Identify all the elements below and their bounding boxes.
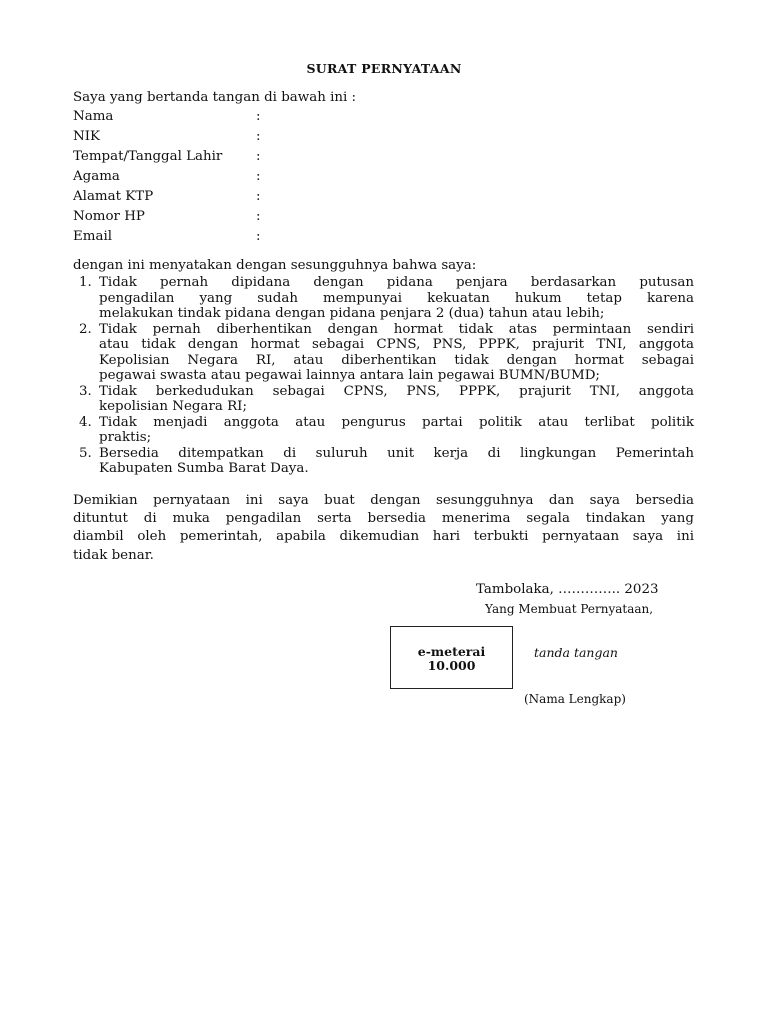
closing-line: diambil oleh pemerintah, apabila dikemudian hari terbukti pernyataan saya ini [73, 529, 694, 545]
list-item-3 [73, 384, 694, 415]
field-label: Nama [73, 109, 114, 124]
field-label: NIK [73, 129, 101, 144]
statement-list [73, 275, 694, 477]
place-date: Tambolaka, ………….. 2023 [476, 582, 659, 597]
item-number: 2. [79, 321, 92, 337]
list-item-2 [73, 322, 694, 384]
field-colon: : [256, 109, 261, 124]
field-colon: : [256, 189, 261, 204]
item-line: Bersedia ditempatkan di suluruh unit kerja di lingkungan Pemerintah [99, 445, 694, 461]
document-title: SURAT PERNYATAAN [306, 61, 462, 76]
field-label: Agama [73, 169, 120, 184]
item-line: praktis; [99, 430, 152, 445]
item-number: 1. [79, 275, 92, 290]
item-line: kepolisian Negara RI; [99, 399, 247, 414]
closing-line: Demikian pernyataan ini saya buat dengan sesungguhnya dan saya bersedia [73, 493, 694, 508]
item-number: 3. [79, 383, 92, 399]
statement-intro: dengan ini menyatakan dengan sesungguhnya bahwa saya: [73, 258, 477, 273]
full-name-placeholder: (Nama Lengkap) [524, 692, 626, 706]
item-line: pegawai swasta atau pegawai lainnya antara lain pegawai BUMN/BUMD; [99, 368, 600, 383]
item-number: 4. [79, 414, 92, 430]
closing-line: tidak benar. [73, 547, 154, 563]
meterai-value: 10.000 [427, 658, 476, 673]
item-line: melakukan tindak pidana dengan pidana penjara 2 (dua) tahun atau lebih; [99, 306, 605, 321]
signature-placeholder: tanda tangan [534, 645, 618, 660]
meterai-label: e-meterai [417, 644, 486, 659]
item-line: Tidak menjadi anggota atau pengurus partai politik atau terlibat politik [99, 414, 694, 430]
maker-label: Yang Membuat Pernyataan, [485, 602, 654, 616]
item-line: Kepolisian Negara RI, atau diberhentikan tidak dengan hormat sebagai [99, 352, 694, 368]
field-colon: : [256, 209, 261, 224]
item-line: Tidak pernah dipidana dengan pidana penjara berdasarkan putusan [99, 275, 694, 290]
field-colon: : [256, 229, 261, 244]
field-label: Email [73, 229, 113, 244]
item-line: Tidak pernah diberhentikan dengan hormat tidak atas permintaan sendiri [99, 321, 694, 337]
item-number: 5. [79, 445, 92, 461]
field-colon: : [256, 129, 261, 144]
field-label: Alamat KTP [73, 189, 154, 204]
field-colon: : [256, 149, 261, 164]
item-line: pengadilan yang sudah mempunyai kekuatan hukum tetap karena [99, 290, 694, 306]
closing-line: dituntut di muka pengadilan serta bersedia menerima segala tindakan yang [73, 511, 694, 527]
closing-paragraph [73, 492, 694, 565]
field-label: Nomor HP [73, 209, 145, 224]
item-line: Tidak berkedudukan sebagai CPNS, PNS, PPPK, prajurit TNI, anggota [99, 383, 694, 399]
field-label: Tempat/Tanggal Lahir [73, 149, 223, 164]
item-line: atau tidak dengan hormat sebagai CPNS, PNS, PPPK, prajurit TNI, anggota [99, 337, 694, 352]
field-colon: : [256, 169, 261, 184]
intro-text: Saya yang bertanda tangan di bawah ini : [73, 90, 357, 105]
list-item-4 [73, 415, 694, 446]
list-item-5 [73, 446, 694, 477]
e-meterai-stamp-box [390, 626, 513, 689]
list-item-1 [73, 275, 694, 322]
item-line: Kabupaten Sumba Barat Daya. [99, 461, 309, 476]
